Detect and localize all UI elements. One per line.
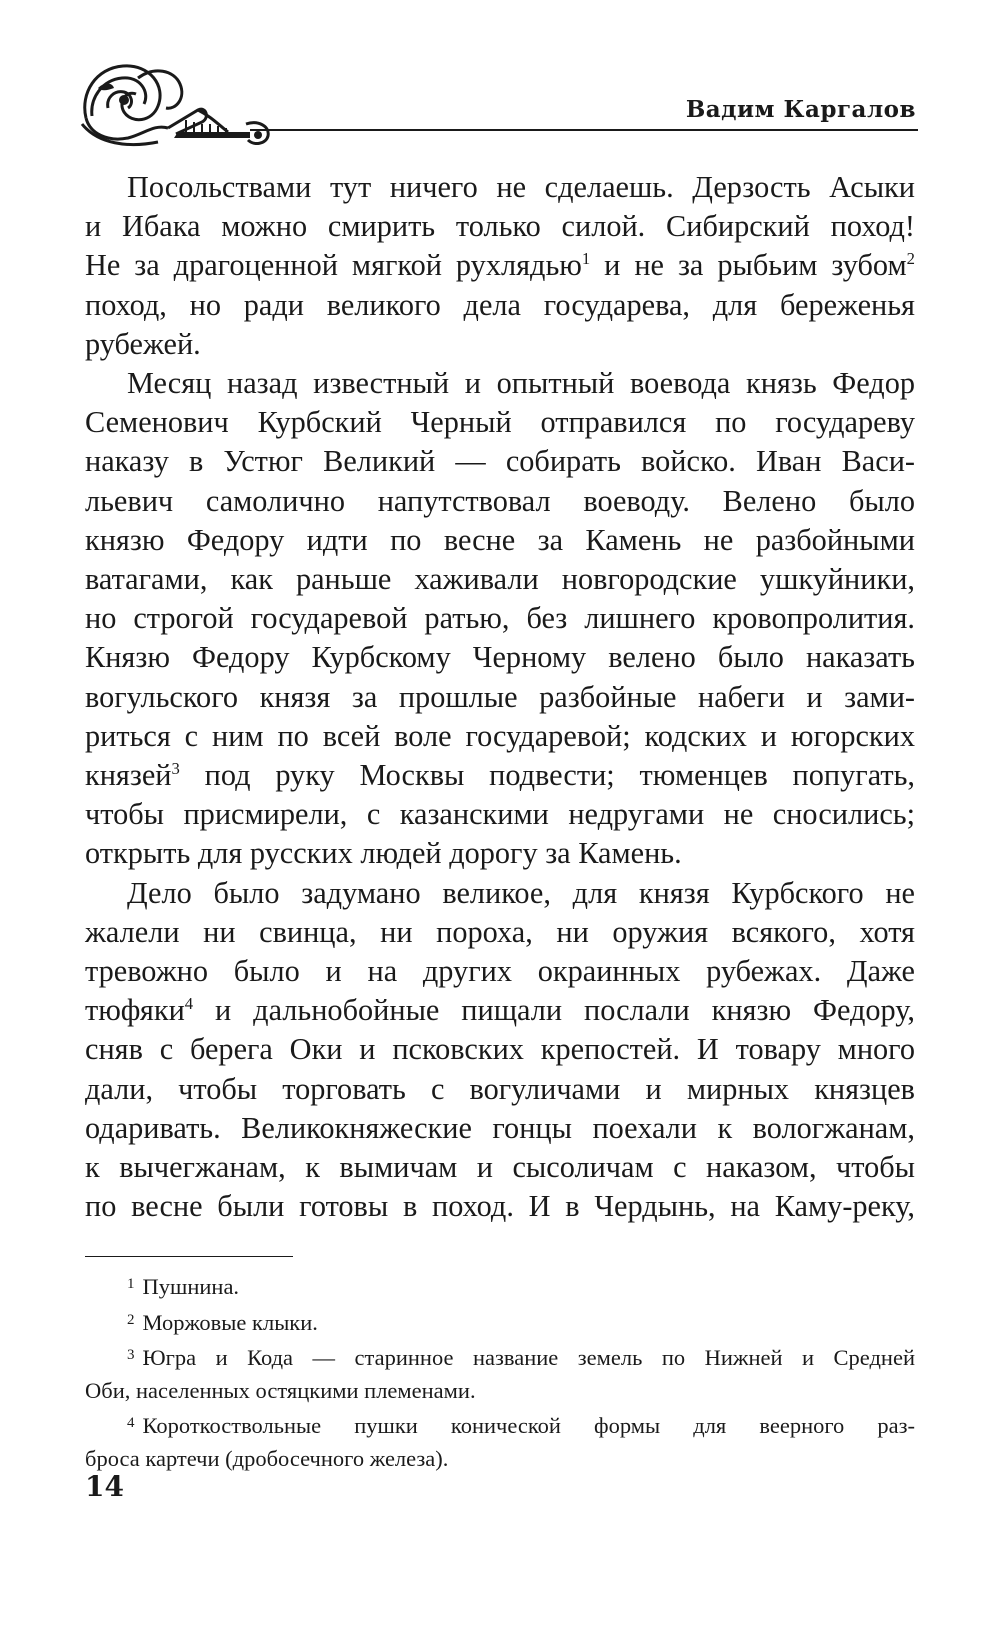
main-text [85,168,915,1226]
footnote-ref-3: 3 [171,758,180,778]
footnote-ref-1: 1 [581,249,591,269]
text-line: тревожно было и на других окраинных рубежах. Даже [85,954,915,989]
footnote-text: Югра и Кода — старинное название земель по Нижней и Средней [142,1345,915,1371]
footnote-line [85,1339,915,1375]
footnote-text: Пушнина. [142,1274,240,1299]
footnote-text: Короткоствольные пушки конической формы для веерного раз- [142,1413,915,1439]
text-line: чтобы присмирели, с казанскими недругами не сносились; [85,797,915,832]
text-line: Месяц назад известный и опытный воевода князь Федор [127,366,915,401]
footnote-rule [85,1256,293,1257]
text-segment: под руку Москвы подвести; тюменцев попугать, [179,758,915,793]
footnote-line [85,1407,915,1443]
footnote-3 [85,1339,915,1407]
footnote-line: Оби, населенных остяцкими племенами. [85,1377,476,1403]
footnote-number: 3 [127,1347,135,1364]
text-line: к вычегжанам, к вымичам и сысоличам с наказом, чтобы [85,1150,915,1185]
text-line: льевич самолично напутствовал воеводу. Велено было [85,483,915,518]
footnote-1 [85,1268,915,1304]
text-line: Посольствами тут ничего не сделаешь. Дерзость Асыки [127,170,915,204]
text-line: но строгой государевой ратью, без лишнего кровопролития. [85,601,915,636]
text-line: вогульского князя за прошлые разбойные набеги и зами- [85,679,915,714]
running-header-author: Вадим Каргалов [685,96,916,123]
text-line: открыть для русских людей дорогу за Камень. [85,836,682,871]
text-line: наказу в Устюг Великий — собирать войско. Иван Васи- [85,444,915,479]
page-header [0,52,1000,152]
header-rule [250,129,918,131]
text-line [85,246,915,285]
paragraph-2 [85,364,915,874]
text-line: дали, чтобы торговать с вогуличами и мирных князцев [85,1071,915,1106]
footnote-number: 2 [127,1311,135,1328]
text-line: по весне были готовы в поход. И в Чердынь, на Каму-реку, [85,1189,915,1224]
footnote-2 [85,1304,915,1340]
text-line: поход, но ради великого дела государева, для береженья [85,287,915,322]
text-line: Дело было задумано великое, для князя Курбского не [127,875,915,910]
footnote-line [85,1268,915,1304]
text-line: князю Федору идти по весне за Камень не разбойными [85,522,915,557]
text-segment: тюфяки [85,993,185,1028]
paragraph-1 [85,168,915,364]
text-line [85,991,915,1030]
page-number: 14 [85,1470,124,1503]
text-segment: и не за рыбьим зубом [590,248,907,283]
footnote-ref-2: 2 [906,249,915,269]
text-line: рубежей. [85,326,201,361]
footnote-4 [85,1407,915,1475]
footnote-line [85,1304,915,1340]
footnote-number: 4 [127,1415,135,1432]
text-line: сняв с берега Оки и псковских крепостей. И товару много [85,1032,915,1067]
paragraph-3 [85,874,915,1227]
text-line: и Ибака можно смирить только силой. Сибирский поход! [85,209,915,244]
text-line: Семенович Курбский Черный отправился по государеву [85,405,915,440]
text-line: риться с ним по всей воле государевой; кодских и югорских [85,718,915,753]
text-line [85,756,915,795]
footnote-number: 1 [127,1276,135,1292]
ornament-flourish-icon [78,58,288,150]
footnote-ref-4: 4 [184,994,194,1014]
text-line: жалели ни свинца, ни пороха, ни оружия всякого, хотя [85,914,915,949]
text-line: одаривать. Великокняжеские гонцы поехали к вологжанам, [85,1110,915,1145]
text-line: Князю Федору Курбскому Черному велено было наказать [85,640,915,675]
text-segment: и дальнобойные пищали послали князю Федору, [193,993,915,1028]
text-segment: князей [85,758,172,793]
footnote-line: броса картечи (дробосечного железа). [85,1445,449,1471]
text-segment: Не за драгоценной мягкой рухлядью [85,248,582,283]
text-line: ватагами, как раньше хаживали новгородские ушкуйники, [85,562,915,597]
footnotes [85,1268,915,1476]
footnote-text: Моржовые клыки. [142,1309,318,1335]
